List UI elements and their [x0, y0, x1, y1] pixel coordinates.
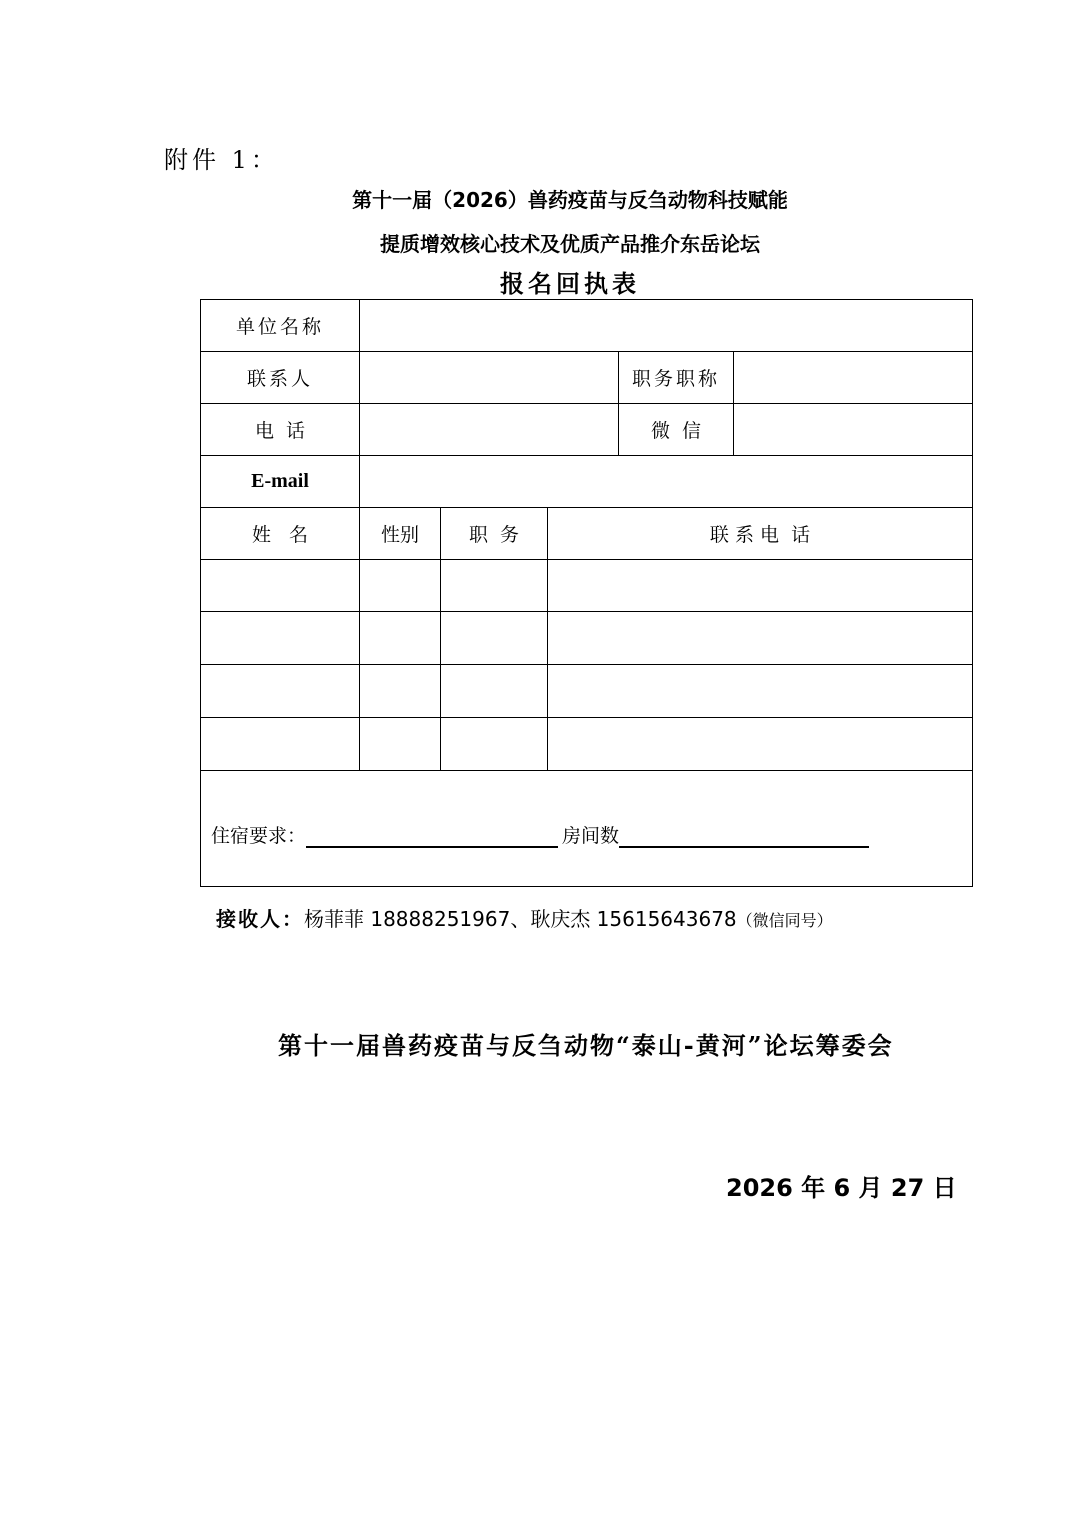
phone-field[interactable]: [359, 403, 619, 456]
unit-name-label: 单位名称: [200, 299, 360, 352]
attendee-gender-cell[interactable]: [359, 664, 441, 718]
recipient-contacts: 杨菲菲 18888251967、耿庆杰 15615643678: [304, 907, 737, 931]
recipient-note: （微信同号）: [736, 911, 833, 930]
wechat-field[interactable]: [733, 403, 973, 456]
title-line-1: 第十一届（2026）兽药疫苗与反刍动物科技赋能: [352, 188, 788, 212]
attendee-phone-cell[interactable]: [547, 717, 973, 771]
position-title-field[interactable]: [733, 351, 973, 404]
phone-label: 电 话: [200, 403, 360, 456]
form-title: 报名回执表: [500, 269, 640, 298]
header-contact-phone: 联 系 电 话: [547, 507, 973, 560]
attendee-duty-cell[interactable]: [440, 559, 548, 612]
attendee-phone-cell[interactable]: [547, 664, 973, 718]
attendee-name-cell[interactable]: [200, 717, 360, 771]
contact-field[interactable]: [359, 351, 619, 404]
header-name: 姓 名: [200, 507, 360, 560]
attendee-phone-cell[interactable]: [547, 559, 973, 612]
title-line-2: 提质增效核心技术及优质产品推介东岳论坛: [380, 232, 760, 256]
attendee-gender-cell[interactable]: [359, 717, 441, 771]
attendee-name-cell[interactable]: [200, 611, 360, 665]
rooms-input-line[interactable]: [619, 824, 869, 848]
contact-label: 联系人: [200, 351, 360, 404]
email-label: E-mail: [200, 455, 360, 508]
attendee-gender-cell[interactable]: [359, 611, 441, 665]
recipient-label: 接收人：: [216, 907, 304, 931]
attendee-duty-cell[interactable]: [440, 611, 548, 665]
attendee-phone-cell[interactable]: [547, 611, 973, 665]
lodging-row: [200, 770, 973, 887]
attendee-name-cell[interactable]: [200, 559, 360, 612]
recipient-line: [216, 903, 833, 932]
document-date: 2026 年 6 月 27 日: [726, 1174, 957, 1202]
attendee-gender-cell[interactable]: [359, 559, 441, 612]
attendee-duty-cell[interactable]: [440, 664, 548, 718]
attendee-duty-cell[interactable]: [440, 717, 548, 771]
attachment-label: 附件 1：: [164, 146, 279, 174]
rooms-label: 房间数: [562, 825, 620, 847]
attendee-name-cell[interactable]: [200, 664, 360, 718]
unit-name-field[interactable]: [359, 299, 973, 352]
organizing-committee: 第十一届兽药疫苗与反刍动物“泰山-黄河”论坛筹委会: [278, 1031, 894, 1060]
lodging-input-line[interactable]: [306, 824, 558, 848]
registration-form: [200, 299, 973, 887]
position-title-label: 职务职称: [618, 351, 734, 404]
email-field[interactable]: [359, 455, 973, 508]
lodging-line: [211, 821, 869, 848]
lodging-label: 住宿要求：: [211, 825, 307, 847]
header-gender: 性别: [359, 507, 441, 560]
header-duty: 职 务: [440, 507, 548, 560]
wechat-label: 微 信: [618, 403, 734, 456]
